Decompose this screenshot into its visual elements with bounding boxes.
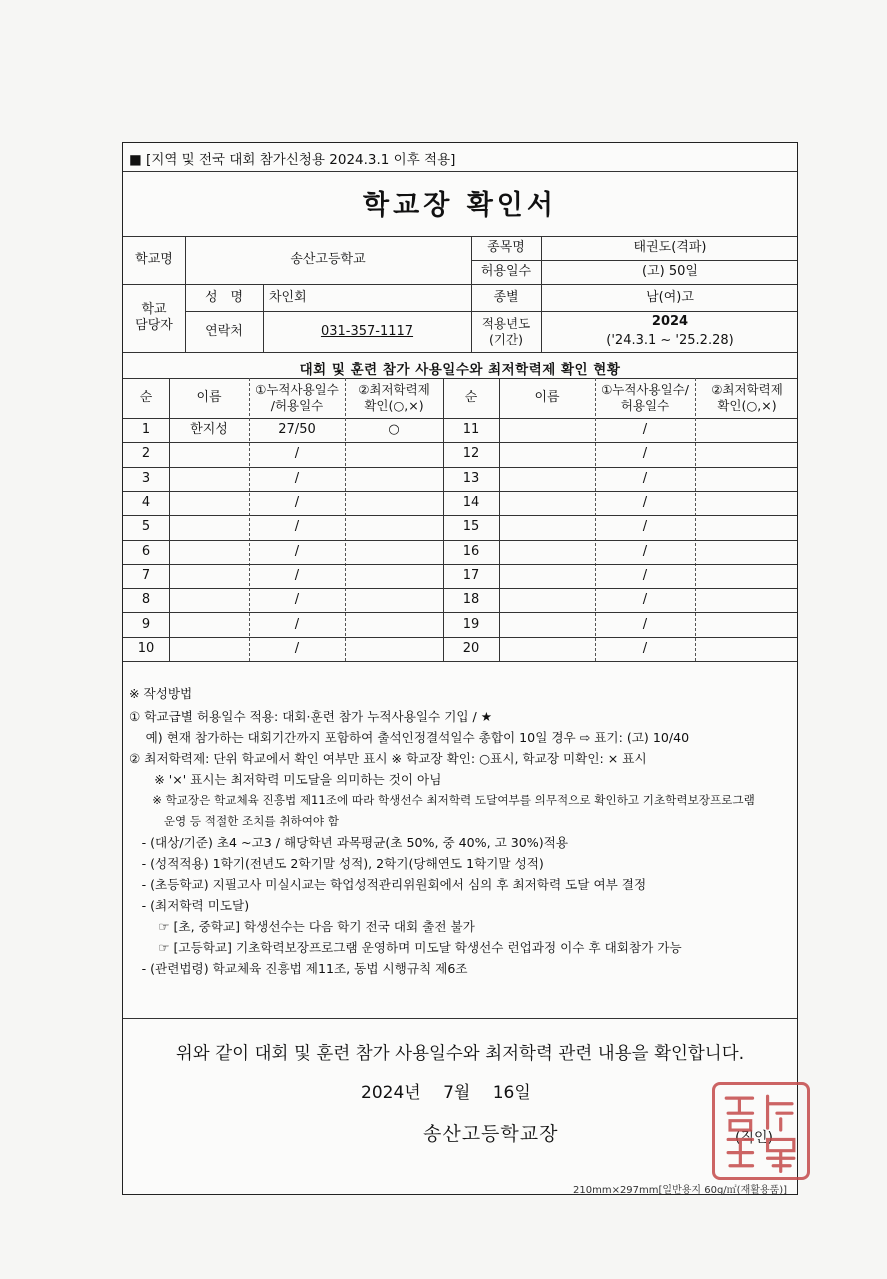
form-header-note: ■ [지역 및 전국 대회 참가신청용 2024.3.1 이후 적용] <box>129 152 456 168</box>
instruction-line: - (성적적용) 1학기(전년도 2학기말 성적), 2학기(당해연도 1학기말 성적) <box>129 856 544 871</box>
manager-label: 학교 담당자 <box>135 302 173 333</box>
row-number: 8 <box>141 592 151 608</box>
days-used: / <box>642 495 648 511</box>
days-used: / <box>642 640 648 656</box>
student-name <box>169 564 249 588</box>
allowed-days-value: (고) 50일 <box>642 264 698 279</box>
days-used: / <box>294 519 300 535</box>
student-name <box>499 564 595 588</box>
min-grade-check <box>695 564 799 588</box>
days-used: / <box>642 543 648 559</box>
student-name <box>499 637 595 661</box>
row-number: 1 <box>141 422 151 438</box>
event-label: 종목명 <box>487 240 525 255</box>
min-grade-check <box>345 515 443 539</box>
min-grade-check <box>345 612 443 636</box>
row-number: 4 <box>141 495 151 511</box>
name-label: 성 명 <box>204 289 244 305</box>
row-number: 2 <box>141 446 151 462</box>
student-name <box>169 467 249 491</box>
min-grade-check <box>345 564 443 588</box>
min-grade-check <box>345 637 443 661</box>
row-number: 18 <box>462 592 480 608</box>
school-label: 학교명 <box>135 252 173 267</box>
days-used: / <box>294 495 300 511</box>
days-used: / <box>294 567 300 583</box>
days-used: / <box>642 567 648 583</box>
min-grade-check <box>345 442 443 466</box>
row-number: 3 <box>141 470 151 486</box>
divider <box>123 352 797 353</box>
instruction-line: ※ 학교장은 학교체육 진흥법 제11조에 따라 학생선수 최저학력 도달여부를 의무적으로 확인하고 기초학력보장프로그램 <box>129 793 755 807</box>
instruction-line: ② 최저학력제: 단위 학교에서 확인 여부만 표시 ※ 학교장 확인: ○표시, 학교장 미확인: × 표시 <box>129 751 647 766</box>
row-number: 14 <box>462 495 480 511</box>
min-grade-check <box>345 540 443 564</box>
student-name <box>169 612 249 636</box>
contact-label: 연락처 <box>205 323 243 339</box>
min-grade-check <box>695 467 799 491</box>
row-number: 6 <box>141 543 151 559</box>
row-number: 19 <box>462 616 480 632</box>
min-grade-check <box>345 588 443 612</box>
min-grade-check <box>695 491 799 515</box>
min-grade-check <box>695 442 799 466</box>
row-number: 12 <box>462 446 480 462</box>
gender-value: 남(여)고 <box>646 289 694 305</box>
instruction-line: - (관련법령) 학교체육 진흥법 제11조, 동법 시행규칙 제6조 <box>129 961 468 976</box>
col-no-header-right: 순 <box>464 390 478 405</box>
instructions <box>129 683 791 979</box>
student-name <box>169 588 249 612</box>
student-name <box>499 467 595 491</box>
col-days-header: ①누적사용일수 /허용일수 <box>255 382 339 413</box>
days-used: / <box>294 446 300 462</box>
confirmation-form <box>122 142 798 1195</box>
days-used: / <box>642 446 648 462</box>
divider <box>123 661 797 662</box>
min-grade-check <box>345 491 443 515</box>
min-grade-check <box>695 515 799 539</box>
principal-name: 송산고등학교장 <box>423 1123 559 1145</box>
student-name <box>169 442 249 466</box>
student-name <box>499 588 595 612</box>
page-title: 학교장 확인서 <box>363 190 557 221</box>
student-name <box>169 637 249 661</box>
row-number: 17 <box>462 567 480 583</box>
col-name-header-right: 이름 <box>534 390 560 405</box>
student-name <box>499 418 595 442</box>
student-name <box>499 442 595 466</box>
row-number: 16 <box>462 543 480 559</box>
instruction-line: ☞ [초, 중학교] 학생선수는 다음 학기 전국 대회 출전 불가 <box>129 919 475 934</box>
row-number: 15 <box>462 519 480 535</box>
table-title: 대회 및 훈련 참가 사용일수와 최저학력제 확인 현황 <box>299 362 621 378</box>
min-grade-check <box>695 418 799 442</box>
instruction-line: 운영 등 적절한 조치를 취하여야 함 <box>129 814 340 828</box>
days-used: / <box>294 640 300 656</box>
student-name <box>499 540 595 564</box>
row-number: 9 <box>141 616 151 632</box>
days-used: / <box>642 592 648 608</box>
manager-name: 차인회 <box>269 289 307 305</box>
gender-label: 종별 <box>493 289 519 305</box>
instruction-line: ☞ [고등학교] 기초학력보장프로그램 운영하며 미도달 학생선수 런업과정 이수 후 대회참가 가능 <box>129 940 682 955</box>
year-value: 2024 <box>651 314 689 329</box>
min-grade-check <box>345 467 443 491</box>
seal-icon <box>715 1085 807 1177</box>
instruction-line: - (대상/기준) 초4 ~고3 / 해당학년 과목평균(초 50%, 중 40%, 고 30%)적용 <box>129 835 569 850</box>
days-used: / <box>294 592 300 608</box>
student-name <box>499 612 595 636</box>
confirmation-text: 위와 같이 대회 및 훈련 참가 사용일수와 최저학력 관련 내용을 확인합니다. <box>175 1044 745 1064</box>
days-used: / <box>294 616 300 632</box>
col-name-header: 이름 <box>196 390 222 405</box>
row-number: 13 <box>462 470 480 486</box>
days-used: / <box>642 422 648 438</box>
days-used: / <box>294 543 300 559</box>
row-number: 7 <box>141 567 151 583</box>
instruction-line: ※ '×' 표시는 최저학력 미도달을 의미하는 것이 아님 <box>129 772 442 787</box>
col-no-header: 순 <box>139 390 153 405</box>
seal-label: (직인) <box>735 1130 773 1146</box>
col-check-header-right: ②최저학력제 확인(○,×) <box>711 382 783 413</box>
instruction-line: ※ 작성방법 <box>129 686 193 701</box>
event-value: 태권도(격파) <box>633 240 707 255</box>
min-grade-check <box>695 612 799 636</box>
student-name <box>499 515 595 539</box>
min-grade-check <box>695 588 799 612</box>
divider <box>123 1018 797 1019</box>
min-grade-check: ○ <box>388 422 400 438</box>
instruction-line: - (최저학력 미도달) <box>129 898 250 913</box>
row-number: 20 <box>462 640 480 656</box>
student-name <box>169 491 249 515</box>
col-check-header: ②최저학력제 확인(○,×) <box>358 382 430 413</box>
contact-value: 031-357-1117 <box>320 323 414 339</box>
row-number: 5 <box>141 519 151 535</box>
divider <box>123 171 797 172</box>
instruction-line: 예) 현재 참가하는 대회기간까지 포함하여 출석인정결석일수 총합이 10일 경우 ⇨ 표기: (고) 10/40 <box>129 730 690 745</box>
min-grade-check <box>695 540 799 564</box>
student-name <box>499 491 595 515</box>
min-grade-check <box>695 637 799 661</box>
col-days-header-right: ①누적사용일수/ 허용일수 <box>601 382 689 413</box>
days-used: / <box>294 470 300 486</box>
student-name <box>169 515 249 539</box>
student-name <box>169 540 249 564</box>
period-value: ('24.3.1 ~ '25.2.28) <box>606 332 734 348</box>
days-used: / <box>642 616 648 632</box>
allowed-days-label: 허용일수 <box>480 264 532 279</box>
row-number: 10 <box>137 640 155 656</box>
instruction-line: ① 학교급별 허용일수 적용: 대회·훈련 참가 누적사용일수 기입 / ★ <box>129 709 493 724</box>
row-number: 11 <box>462 422 480 438</box>
paper-spec: 210mm×297mm[일반용지 60g/㎡(재활용품)] <box>573 1185 788 1196</box>
days-used: / <box>642 519 648 535</box>
school-value: 송산고등학교 <box>290 252 366 267</box>
instruction-line: - (초등학교) 지필고사 미실시교는 학업성적관리위원회에서 심의 후 최저학력 도달 여부 결정 <box>129 877 647 892</box>
days-used: / <box>642 470 648 486</box>
student-name: 한지성 <box>190 422 228 438</box>
school-seal-stamp <box>712 1082 810 1180</box>
year-label: 적용년도 (기간) <box>481 315 531 347</box>
days-used: 27/50 <box>278 422 316 438</box>
issue-date: 2024년 7월 16일 <box>361 1083 531 1103</box>
